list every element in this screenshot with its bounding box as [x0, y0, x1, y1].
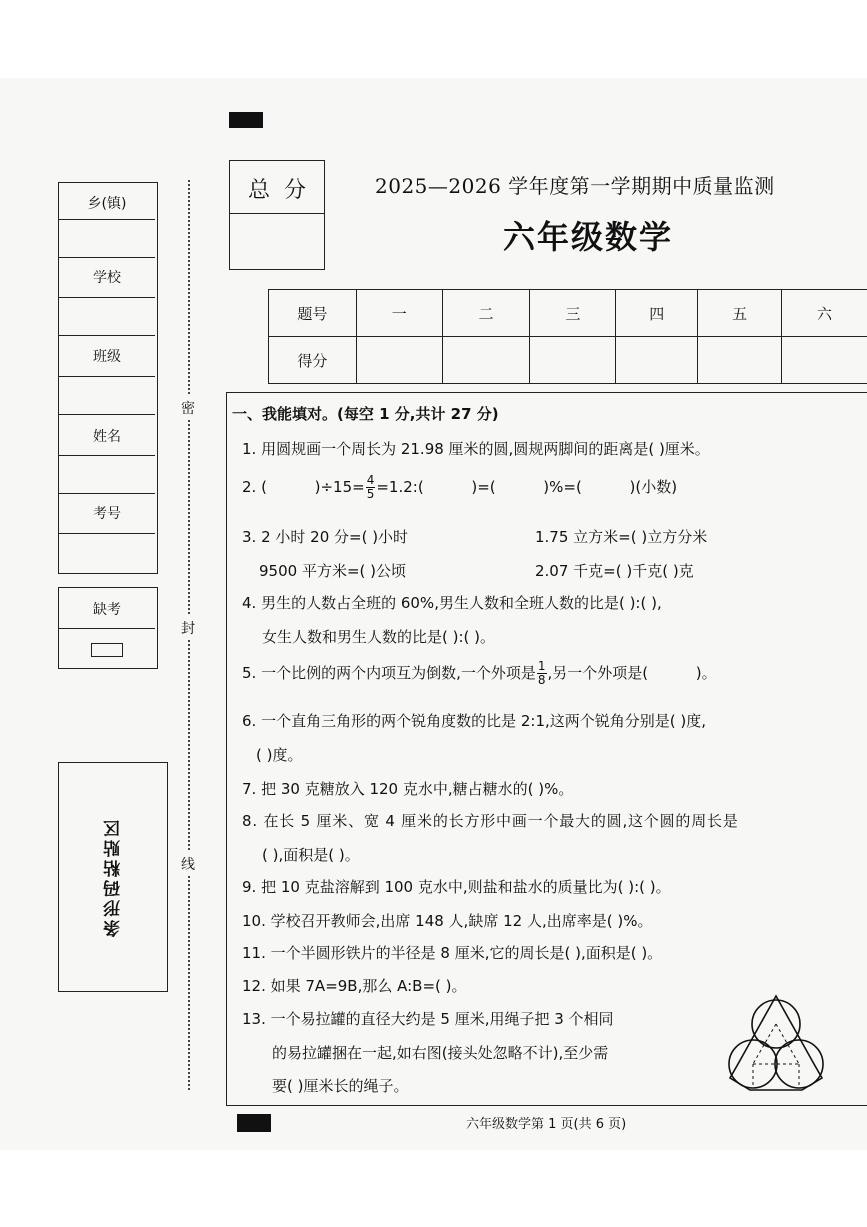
section-one-heading: 一、我能填对。(每空 1 分,共计 27 分) — [232, 405, 499, 423]
seal-char-mi: 密 — [181, 396, 195, 420]
field-label-name: 姓名 — [93, 429, 121, 445]
absent-label: 缺考 — [93, 602, 121, 618]
question-5 — [242, 660, 717, 687]
question-1: 1. 用圆规画一个周长为 21.98 厘米的圆,圆规两脚间的距离是( )厘米。 — [242, 440, 710, 458]
registration-mark-top — [229, 112, 263, 128]
score-table-score-label: 得分 — [269, 337, 357, 384]
question-6a: 6. 一个直角三角形的两个锐角度数的比是 2:1,这两个锐角分别是( )度, — [242, 712, 706, 730]
score-table-col-2: 二 — [442, 290, 530, 337]
question-3b: 1.75 立方米=( )立方分米 — [535, 528, 708, 546]
question-6b: ( )度。 — [256, 746, 303, 764]
question-9: 9. 把 10 克盐溶解到 100 克水中,则盐和盐水的质量比为( ):( )。 — [242, 878, 671, 896]
fraction-four-fifths — [366, 474, 376, 501]
question-4b: 女生人数和男生人数的比是( ):( )。 — [262, 628, 495, 646]
score-table-col-1: 一 — [356, 290, 442, 337]
question-5-prefix: 5. 一个比例的两个内项互为倒数,一个外项是 — [242, 664, 536, 682]
fraction-numerator: 1 — [537, 659, 546, 673]
absent-box — [58, 587, 158, 669]
question-4a: 4. 男生的人数占全班的 60%,男生人数和全班人数的比是( ):( ), — [242, 594, 662, 612]
question-3a: 3. 2 小时 20 分=( )小时 — [242, 528, 409, 546]
question-7: 7. 把 30 克糖放入 120 克水中,糖占糖水的( )%。 — [242, 780, 574, 798]
field-label-school: 学校 — [93, 270, 121, 286]
total-score-label: 总 分 — [248, 178, 306, 203]
page-footer: 六年级数学第 1 页(共 6 页) — [466, 1117, 627, 1132]
score-table-col-3: 三 — [530, 290, 616, 337]
seal-char-xian: 线 — [181, 852, 195, 876]
subject-title: 六年级数学 — [503, 218, 674, 256]
question-8a: 8. 在长 5 厘米、宽 4 厘米的长方形中画一个最大的圆,这个圆的周长是 — [242, 812, 739, 830]
fraction-numerator: 4 — [366, 473, 375, 487]
seal-char-feng: 封 — [181, 616, 195, 640]
score-table-col-6: 六 — [782, 290, 867, 337]
field-label-class: 班级 — [93, 349, 121, 365]
fraction-denominator: 5 — [366, 487, 375, 501]
field-label-exam-number: 考号 — [93, 506, 121, 522]
registration-mark-bottom — [237, 1114, 271, 1132]
question-8b: ( ),面积是( )。 — [262, 846, 360, 864]
question-3d: 2.07 千克=( )千克( )克 — [535, 562, 694, 580]
rope-outline — [730, 996, 822, 1090]
barcode-label: 条形码粘贴区 — [103, 817, 124, 937]
fraction-one-eighth — [537, 660, 547, 687]
question-13a: 13. 一个易拉罐的直径大约是 5 厘米,用绳子把 3 个相同 — [242, 1010, 614, 1028]
score-table — [268, 289, 867, 384]
total-score-box — [229, 160, 325, 270]
score-table-header-label: 题号 — [269, 290, 357, 337]
question-12: 12. 如果 7A=9B,那么 A:B=( )。 — [242, 977, 467, 995]
field-label-township: 乡(镇) — [87, 196, 127, 212]
score-cell-4[interactable] — [616, 337, 698, 384]
question-2-suffix: =1.2:( )=( )%=( )(小数) — [376, 478, 678, 496]
absent-checkbox[interactable] — [91, 643, 123, 657]
question-5-suffix: ,另一个外项是( )。 — [547, 664, 717, 682]
question-2 — [242, 474, 677, 501]
score-table-col-5: 五 — [698, 290, 782, 337]
question-13b: 的易拉罐捆在一起,如右图(接头处忽略不计),至少需 — [272, 1044, 609, 1062]
score-table-col-4: 四 — [616, 290, 698, 337]
three-cans-diagram — [720, 992, 832, 1094]
score-cell-3[interactable] — [530, 337, 616, 384]
student-info-box — [58, 182, 158, 574]
question-11: 11. 一个半圆形铁片的半径是 8 厘米,它的周长是( ),面积是( )。 — [242, 944, 663, 962]
fraction-denominator: 8 — [537, 673, 546, 687]
exam-title: 2025—2026 学年度第一学期期中质量监测 — [375, 174, 775, 198]
score-cell-1[interactable] — [356, 337, 442, 384]
score-cell-5[interactable] — [698, 337, 782, 384]
question-13c: 要( )厘米长的绳子。 — [272, 1077, 409, 1095]
question-10: 10. 学校召开教师会,出席 148 人,缺席 12 人,出席率是( )%。 — [242, 912, 653, 930]
barcode-area — [58, 762, 168, 992]
question-3c: 9500 平方米=( )公顷 — [259, 562, 406, 580]
score-cell-6[interactable] — [782, 337, 867, 384]
question-2-prefix: 2. ( )÷15= — [242, 478, 365, 496]
score-cell-2[interactable] — [442, 337, 530, 384]
